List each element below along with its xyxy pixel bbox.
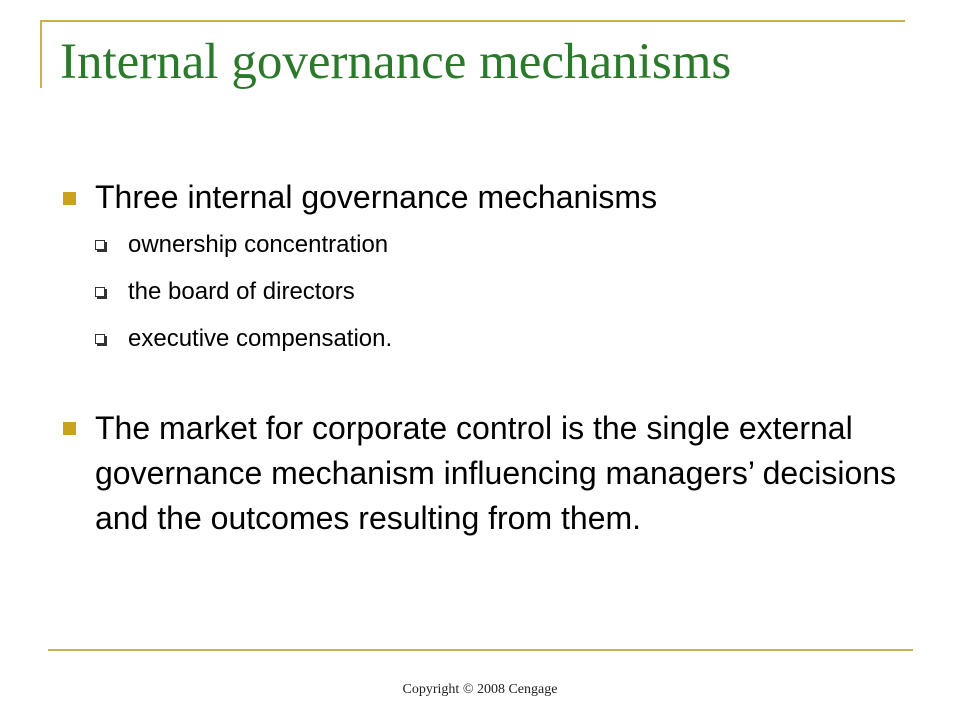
subitem-executive-compensation	[60, 315, 900, 362]
subitem-board-of-directors	[60, 268, 900, 315]
left-frame-line	[40, 20, 42, 88]
top-frame-line	[40, 20, 905, 22]
mechanisms-sublist	[60, 221, 900, 362]
bullet-internal-mechanisms	[60, 176, 900, 218]
square-bullet-icon	[63, 192, 76, 205]
slide-title: Internal governance mechanisms	[60, 34, 732, 90]
copyright-footer: Copyright © 2008 Cengage	[402, 682, 558, 697]
hollow-square-bullet-icon	[95, 240, 105, 250]
hollow-square-bullet-icon	[95, 334, 105, 344]
bullet-market-for-corporate-control	[60, 406, 905, 541]
bullet-text: The market for corporate control is the single external governance mechanism influencing managers’ decisions and the outcomes resulting from them.	[95, 410, 897, 536]
subitem-text: executive compensation.	[128, 325, 393, 352]
subitem-ownership-concentration	[60, 221, 900, 268]
slide-content	[60, 176, 900, 541]
subitem-text: ownership concentration	[128, 231, 389, 258]
bullet-text: Three internal governance mechanisms	[95, 179, 658, 215]
subitem-text: the board of directors	[128, 278, 355, 305]
hollow-square-bullet-icon	[95, 287, 105, 297]
bottom-frame-line	[48, 649, 913, 651]
square-bullet-icon	[63, 422, 76, 435]
